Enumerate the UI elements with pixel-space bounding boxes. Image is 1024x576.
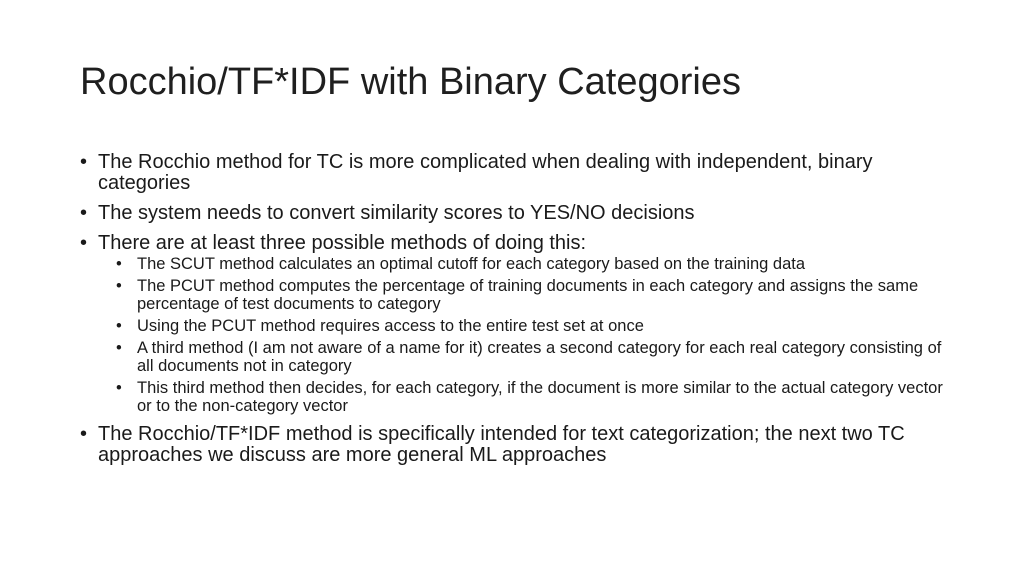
bullet-text: The system needs to convert similarity scores to YES/NO decisions <box>98 202 695 224</box>
bullet-dot-icon: • <box>80 423 88 445</box>
slide-body <box>80 152 950 475</box>
sub-bullet-text: Using the PCUT method requires access to the entire test set at once <box>137 317 644 335</box>
sub-bullet-text: This third method then decides, for each category, if the document is more similar to the actual category vector or to the non-category vector <box>137 379 943 415</box>
bullet-item <box>80 233 950 415</box>
sub-bullet-list <box>98 255 950 415</box>
bullet-dot-icon: • <box>116 379 122 397</box>
bullet-text: The Rocchio method for TC is more complicated when dealing with independent, binary categories <box>98 151 873 194</box>
sub-bullet-text: The PCUT method computes the percentage of training documents in each category and assigns the same percentage of test documents to category <box>137 277 919 313</box>
bullet-dot-icon: • <box>80 232 88 254</box>
bullet-dot-icon: • <box>80 151 88 173</box>
sub-bullet-item <box>116 277 950 313</box>
bullet-list <box>80 152 950 466</box>
bullet-item <box>80 152 950 194</box>
bullet-item <box>80 203 950 224</box>
bullet-text: The Rocchio/TF*IDF method is specifically intended for text categorization; the next two TC approaches we discuss are more general ML approaches <box>98 423 905 466</box>
bullet-dot-icon: • <box>80 202 88 224</box>
sub-bullet-item <box>116 317 950 335</box>
sub-bullet-text: A third method (I am not aware of a name for it) creates a second category for each real category consisting of all documents not in category <box>137 339 942 375</box>
bullet-item <box>80 424 950 466</box>
bullet-dot-icon: • <box>116 255 122 273</box>
sub-bullet-item <box>116 255 950 273</box>
slide-title: Rocchio/TF*IDF with Binary Categories <box>80 61 741 103</box>
bullet-dot-icon: • <box>116 317 122 335</box>
bullet-dot-icon: • <box>116 277 122 295</box>
sub-bullet-item <box>116 339 950 375</box>
sub-bullet-text: The SCUT method calculates an optimal cutoff for each category based on the training data <box>137 255 806 273</box>
bullet-dot-icon: • <box>116 339 122 357</box>
bullet-text: There are at least three possible methods of doing this: <box>98 232 587 254</box>
sub-bullet-item <box>116 379 950 415</box>
